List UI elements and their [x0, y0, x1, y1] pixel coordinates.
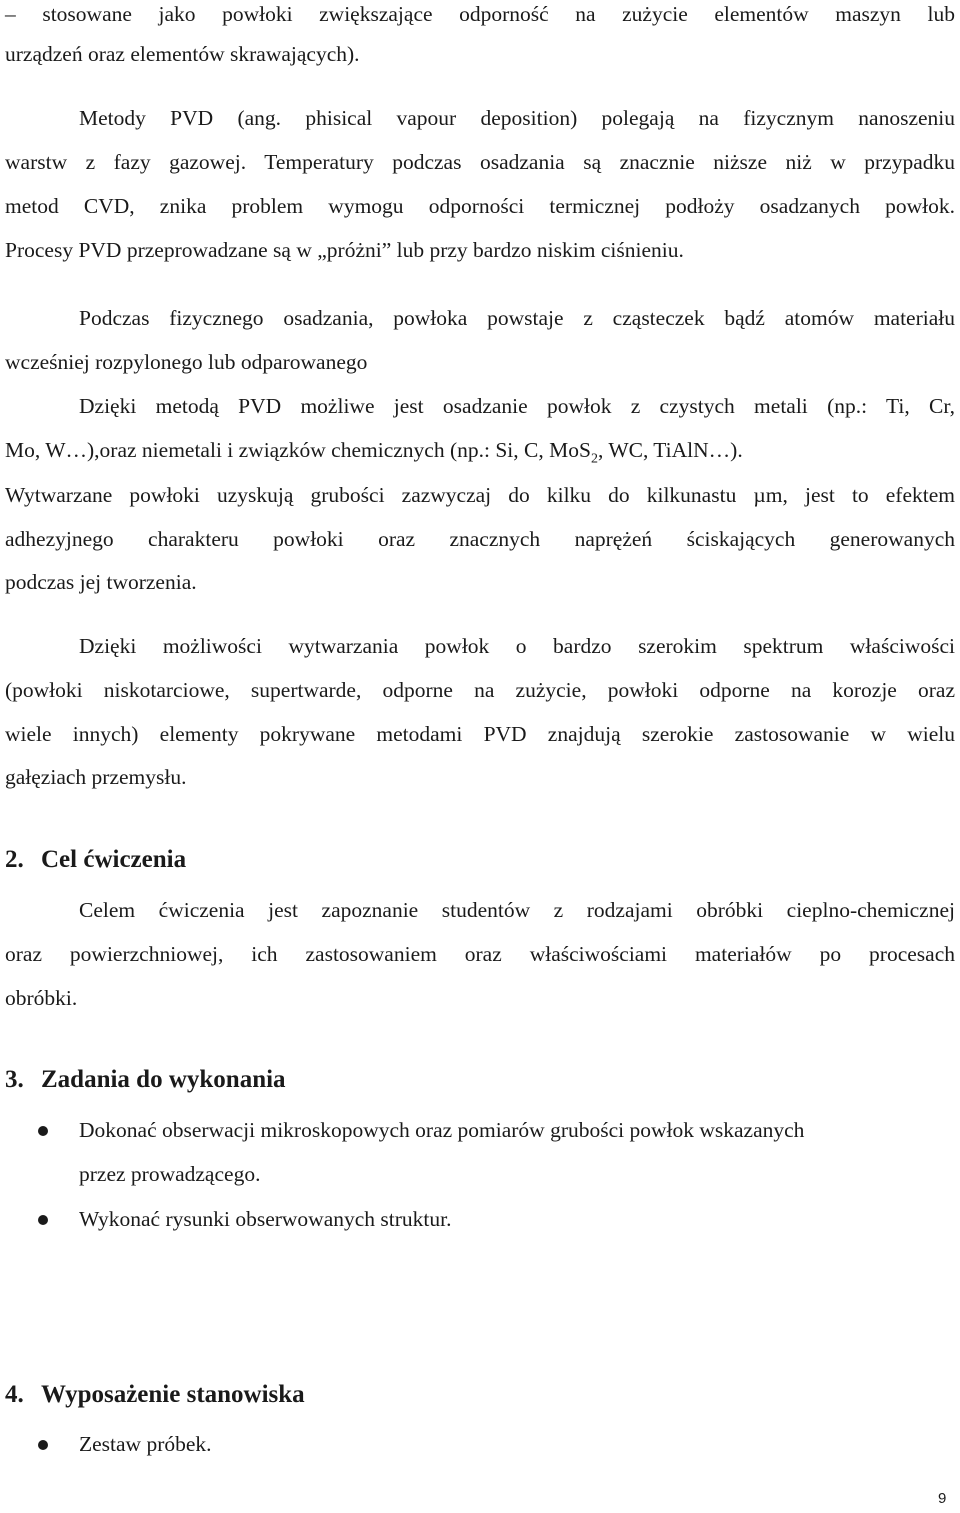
- section-heading: [5, 844, 186, 876]
- list-item-continued: przez prowadzącego.: [79, 1162, 261, 1186]
- pvd-text-fragment: Mo, W…),oraz niemetali i związków chemicznych (np.: Si, C, MoS: [5, 438, 591, 462]
- intro-dash-line: – stosowane jako powłoki zwiększające odporność na zużycie elementów maszyn lub: [5, 2, 955, 26]
- pvd-paragraph-line: Procesy PVD przeprowadzane są w „próżni” lub przy bardzo niskim ciśnieniu.: [5, 238, 684, 262]
- section-title: Zadania do wykonania: [41, 1066, 286, 1093]
- bullet-icon: [38, 1440, 48, 1450]
- intro-dash-line-continued: urządzeń oraz elementów skrawających).: [5, 42, 360, 66]
- page-number: 9: [938, 1490, 947, 1507]
- list-item: Wykonać rysunki obserwowanych struktur.: [79, 1207, 452, 1231]
- section-title: Wyposażenie stanowiska: [41, 1381, 305, 1408]
- pvd-paragraph-line: [5, 436, 955, 467]
- pvd-paragraph-line: Wytwarzane powłoki uzyskują grubości zazwyczaj do kilku do kilkunastu µm, jest to efektem: [5, 483, 955, 507]
- pvd-paragraph-line: adhezyjnego charakteru powłoki oraz znacznych naprężeń ściskających generowanych: [5, 527, 955, 551]
- section-paragraph-line: Celem ćwiczenia jest zapoznanie studentów z rodzajami obróbki cieplno-chemicznej: [79, 898, 955, 922]
- list-item: Dokonać obserwacji mikroskopowych oraz pomiarów grubości powłok wskazanych: [79, 1118, 805, 1142]
- pvd-paragraph-line: Dzięki możliwości wytwarzania powłok o bardzo szerokim spektrum właściwości: [79, 634, 955, 658]
- pvd-paragraph-line: warstw z fazy gazowej. Temperatury podczas osadzania są znacznie niższe niż w przypadku: [5, 150, 955, 174]
- pvd-paragraph-line: wcześniej rozpylonego lub odparowanego: [5, 350, 368, 374]
- pvd-paragraph-line: Dzięki metodą PVD możliwe jest osadzanie powłok z czystych metali (np.: Ti, Cr,: [79, 394, 955, 418]
- bullet-icon: [38, 1215, 48, 1225]
- pvd-paragraph-line: (powłoki niskotarciowe, supertwarde, odporne na zużycie, powłoki odporne na korozje oraz: [5, 678, 955, 702]
- pvd-paragraph-line: Metody PVD (ang. phisical vapour deposition) polegają na fizycznym nanoszeniu: [79, 106, 955, 130]
- section-title: Cel ćwiczenia: [41, 846, 187, 873]
- pvd-paragraph-line: gałęziach przemysłu.: [5, 765, 187, 789]
- pvd-text-fragment: , WC, TiAlN…).: [597, 438, 743, 462]
- section-paragraph-line: oraz powierzchniowej, ich zastosowaniem oraz właściwościami materiałów po procesach: [5, 942, 955, 966]
- subscript: 2: [590, 451, 598, 467]
- pvd-paragraph-line: metod CVD, znika problem wymogu odporności termicznej podłoży osadzanych powłok.: [5, 194, 955, 218]
- section-number: 4.: [5, 1381, 24, 1408]
- section-heading: [5, 1379, 305, 1411]
- pvd-paragraph-line: podczas jej tworzenia.: [5, 570, 197, 594]
- section-number: 3.: [5, 1066, 24, 1093]
- section-heading: [5, 1064, 286, 1096]
- bullet-icon: [38, 1126, 48, 1136]
- pvd-paragraph-line: Podczas fizycznego osadzania, powłoka powstaje z cząsteczek bądź atomów materiału: [79, 306, 955, 330]
- list-item: Zestaw próbek.: [79, 1432, 212, 1456]
- pvd-paragraph-line: wiele innych) elementy pokrywane metodami PVD znajdują szerokie zastosowanie w wielu: [5, 722, 955, 746]
- section-number: 2.: [5, 846, 24, 873]
- section-paragraph-line: obróbki.: [5, 986, 78, 1010]
